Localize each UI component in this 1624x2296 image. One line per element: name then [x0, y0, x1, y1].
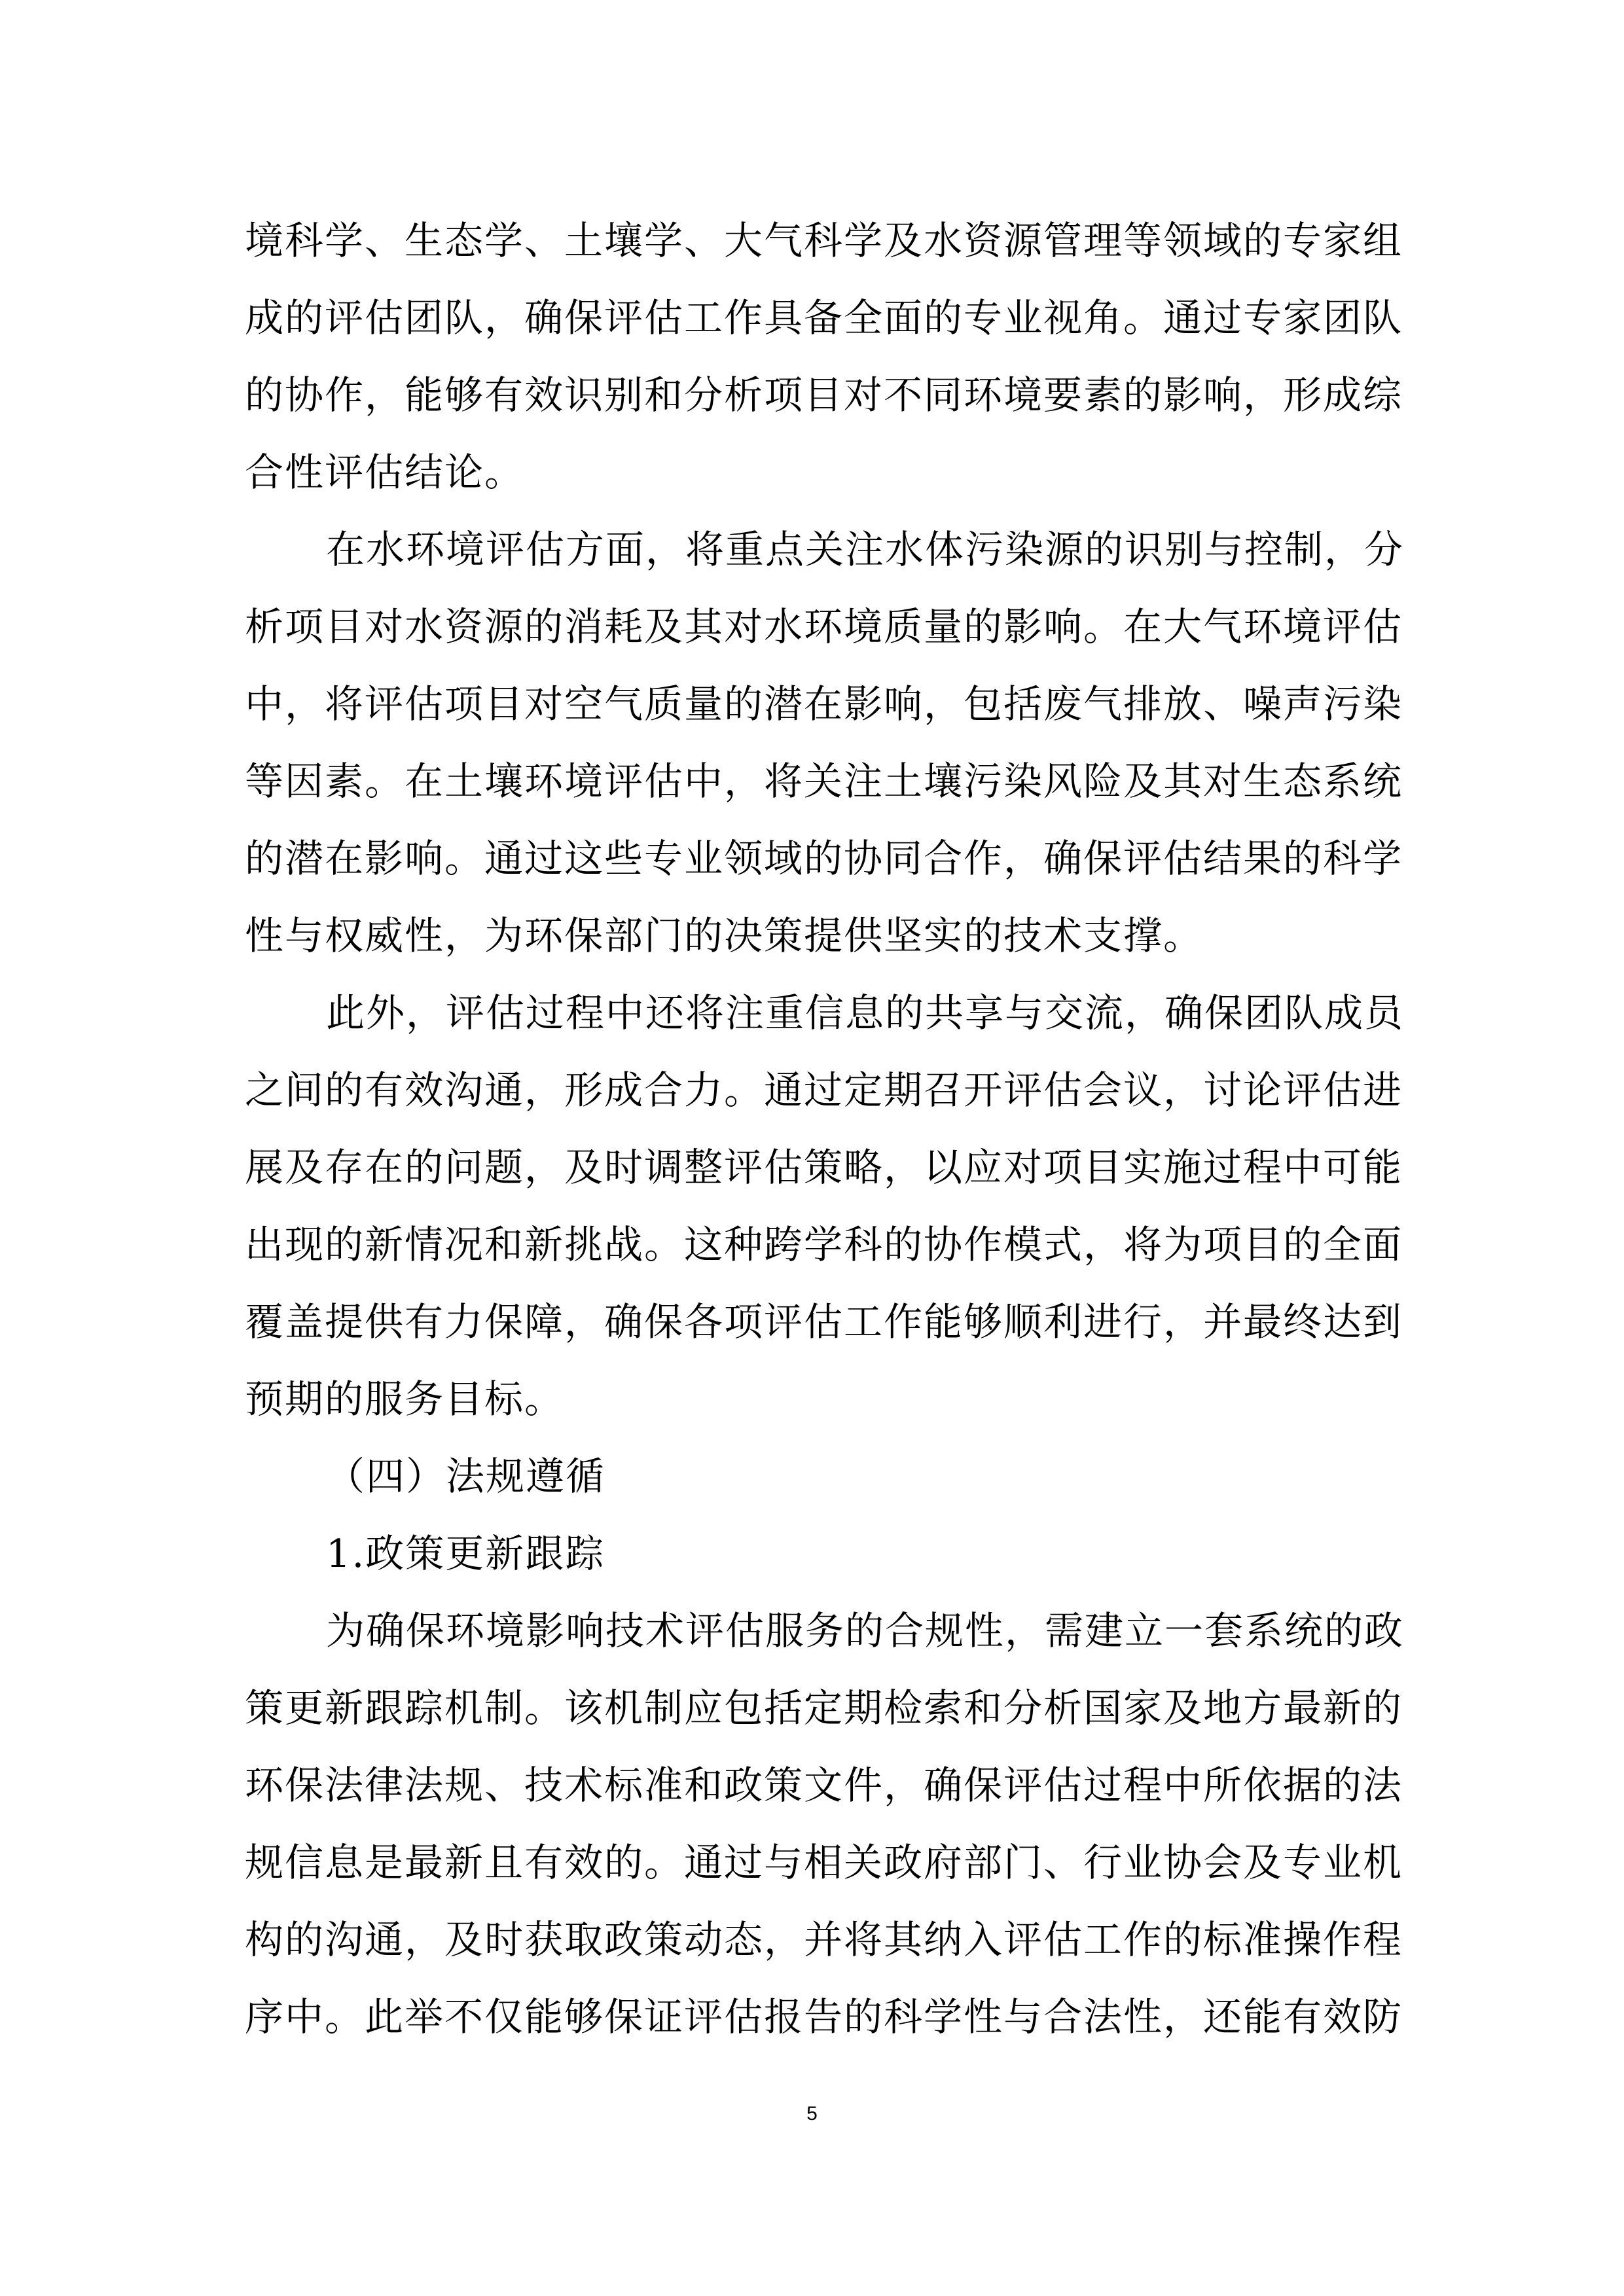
- page-number: 5: [806, 2103, 818, 2125]
- text-line: 等因素。在土壤环境评估中，将关注土壤污染风险及其对生态系统: [245, 759, 1403, 804]
- text-line: 规信息是最新且有效的。通过与相关政府部门、行业协会及专业机: [245, 1840, 1403, 1885]
- text-line: 的潜在影响。通过这些专业领域的协同合作，确保评估结果的科学: [245, 836, 1403, 881]
- text-line: 合性评估结论。: [245, 450, 525, 495]
- text-line: 境科学、生态学、土壤学、大气科学及水资源管理等领域的专家组: [245, 218, 1403, 263]
- text-line: 之间的有效沟通，形成合力。通过定期召开评估会议，讨论评估进: [245, 1067, 1403, 1113]
- text-line: 策更新跟踪机制。该机制应包括定期检索和分析国家及地方最新的: [245, 1685, 1403, 1731]
- text-line: 覆盖提供有力保障，确保各项评估工作能够顺利进行，并最终达到: [245, 1299, 1403, 1344]
- text-line: 的协作，能够有效识别和分析项目对不同环境要素的影响，形成综: [245, 372, 1403, 418]
- text-line: 出现的新情况和新挑战。这种跨学科的协作模式，将为项目的全面: [245, 1222, 1403, 1267]
- text-line: 性与权威性，为环保部门的决策提供坚实的技术支撑。: [245, 913, 1204, 958]
- text-line: 中，将评估项目对空气质量的潜在影响，包括废气排放、噪声污染: [245, 681, 1403, 726]
- subsection-heading: 1.政策更新跟踪: [326, 1531, 605, 1576]
- text-line: 序中。此举不仅能够保证评估报告的科学性与合法性，还能有效防: [245, 1994, 1403, 2039]
- section-heading: （四）法规遵循: [326, 1454, 606, 1499]
- text-line: 在水环境评估方面，将重点关注水体污染源的识别与控制，分: [326, 527, 1405, 572]
- text-line: 此外，评估过程中还将注重信息的共享与交流，确保团队成员: [326, 990, 1405, 1035]
- text-line: 成的评估团队，确保评估工作具备全面的专业视角。通过专家团队: [245, 295, 1403, 340]
- text-line: 展及存在的问题，及时调整评估策略，以应对项目实施过程中可能: [245, 1145, 1403, 1190]
- text-line: 环保法律法规、技术标准和政策文件，确保评估过程中所依据的法: [245, 1763, 1403, 1808]
- text-line: 析项目对水资源的消耗及其对水环境质量的影响。在大气环境评估: [245, 604, 1403, 649]
- text-line: 预期的服务目标。: [245, 1376, 565, 1422]
- text-line: 构的沟通，及时获取政策动态，并将其纳入评估工作的标准操作程: [245, 1917, 1403, 1962]
- text-line: 为确保环境影响技术评估服务的合规性，需建立一套系统的政: [326, 1608, 1405, 1653]
